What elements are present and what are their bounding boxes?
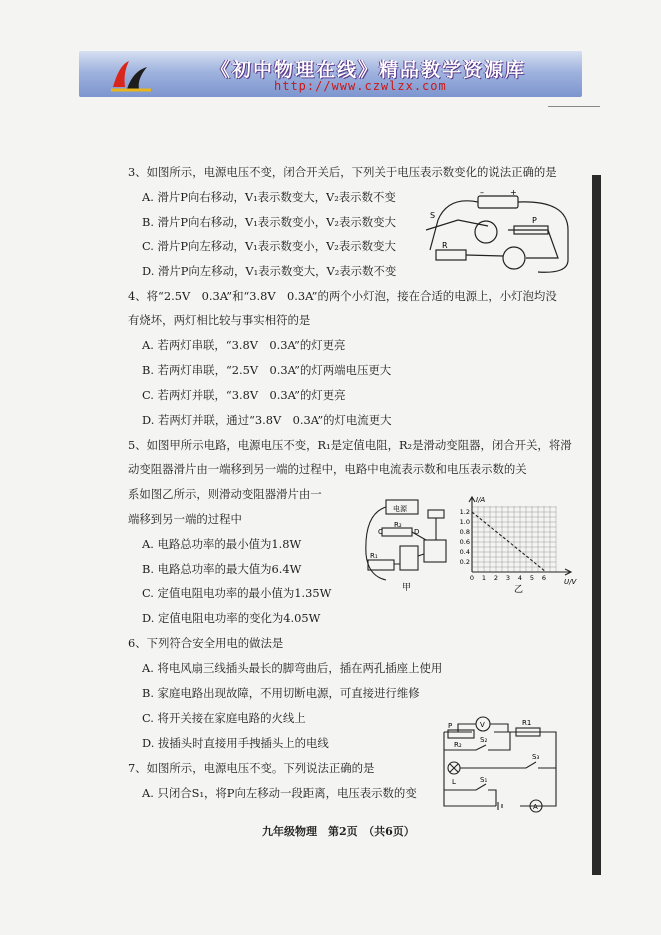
q7-fig-label-v: V <box>480 721 485 729</box>
q3-fig-label-r: R <box>442 241 448 250</box>
q5-jia-label-d: D <box>414 528 420 536</box>
q4-stem-line2: 有烧坏，两灯相比较与事实相符的是 <box>128 313 311 327</box>
q5-stem-line2: 动变阻器滑片由一端移到另一端的过程中，电路中电流表示数和电压表示数的关 <box>128 462 527 476</box>
q5-yi-yticks <box>460 508 470 566</box>
q5-yi-ytick: 0.4 <box>459 548 470 556</box>
q3-fig-label-plus: + <box>510 188 517 197</box>
q6-option-c: C. 将开关接在家庭电路的火线上 <box>142 711 306 725</box>
q5-yi-xtick: 2 <box>493 574 499 582</box>
site-logo-icon <box>107 57 155 93</box>
q5-graph-yi <box>458 494 588 594</box>
q5-yi-xlabel: U/V <box>564 578 577 586</box>
page-footer: 九年级物理 第2页 （共6页） <box>262 825 415 838</box>
q7-option-a: A. 只闭合S₁，将P向左移动一段距离，电压表示数的变 <box>142 786 417 800</box>
q4-option-b: B. 若两灯串联，“2.5V 0.3A”的灯两端电压更大 <box>142 363 392 377</box>
q7-fig-label-s1: S₁ <box>480 776 488 784</box>
q5-yi-xtick: 3 <box>505 574 511 582</box>
header-banner <box>79 51 582 97</box>
q5-jia-caption: 甲 <box>402 583 412 593</box>
q5-yi-caption: 乙 <box>514 585 524 595</box>
q4-option-c: C. 若两灯并联，“3.8V 0.3A”的灯更亮 <box>142 388 346 402</box>
q3-option-d: D. 滑片P向左移动，V₁表示数变大，V₂表示数不变 <box>142 264 397 278</box>
q5-yi-ytick: 0.2 <box>459 558 470 566</box>
q3-fig-label-s: S <box>430 211 436 220</box>
q5-stem-line3: 系如图乙所示，则滑动变阻器滑片由一 <box>128 487 322 501</box>
q4-stem-line1: 4、将“2.5V 0.3A”和“3.8V 0.3A”的两个小灯泡，接在合适的电源上，小灯泡均没 <box>128 289 557 303</box>
q5-yi-xtick: 0 <box>469 574 475 582</box>
q6-option-a: A. 将电风扇三线插头最长的脚弯曲后，插在两孔插座上使用 <box>142 661 443 675</box>
q5-jia-source-label: 电源 <box>393 505 407 513</box>
q5-yi-xtick: 5 <box>529 574 535 582</box>
q4-option-d: D. 若两灯并联，通过“3.8V 0.3A”的灯电流更大 <box>142 413 392 427</box>
q7-fig-label-p: P <box>448 722 453 730</box>
q7-fig-label-a: A <box>533 803 538 811</box>
q7-fig-label-r1: R1 <box>522 719 532 727</box>
q5-circuit-figure-jia <box>356 494 456 594</box>
q5-option-b: B. 电路总功率的最大值为6.4W <box>142 562 302 576</box>
q5-jia-label-r2: R₂ <box>394 521 402 529</box>
q5-yi-ytick: 0.8 <box>459 528 470 536</box>
q5-stem-line4: 端移到另一端的过程中 <box>128 512 242 526</box>
q7-fig-label-l: L <box>452 778 456 786</box>
q6-option-d: D. 拔插头时直接用手拽插头上的电线 <box>142 736 329 750</box>
q7-circuit-figure <box>436 712 562 812</box>
q5-yi-ytick: 0.6 <box>459 538 470 546</box>
q5-option-c: C. 定值电阻电功率的最小值为1.35W <box>142 586 332 600</box>
q5-yi-ylabel: I/A <box>476 496 486 504</box>
q5-option-a: A. 电路总功率的最小值为1.8W <box>142 537 302 551</box>
q5-jia-label-r1: R₁ <box>370 552 378 560</box>
q5-stem-line1: 5、如图甲所示电路，电源电压不变，R₁是定值电阻，R₂是滑动变阻器，闭合开关，将滑 <box>128 438 572 452</box>
q3-circuit-figure <box>418 190 578 280</box>
q7-fig-label-s2: S₂ <box>480 736 488 744</box>
q5-yi-ytick: 1.0 <box>459 518 470 526</box>
q6-option-b: B. 家庭电路出现故障，不用切断电源，可直接进行维修 <box>142 686 420 700</box>
q5-yi-xtick: 6 <box>541 574 547 582</box>
banner-url[interactable]: http://www.czwlzx.com <box>274 79 447 93</box>
q3-stem: 3、如图所示，电源电压不变，闭合开关后，下列关于电压表示数变化的说法正确的是 <box>128 165 557 179</box>
q3-fig-label-minus: – <box>480 188 484 197</box>
q5-option-d: D. 定值电阻电功率的变化为4.05W <box>142 611 321 625</box>
q5-yi-xticks <box>470 574 546 582</box>
q3-fig-label-p: P <box>532 216 537 225</box>
q4-option-a: A. 若两灯串联，“3.8V 0.3A”的灯更亮 <box>142 338 346 352</box>
q6-stem: 6、下列符合安全用电的做法是 <box>128 636 284 650</box>
scan-edge <box>592 175 601 875</box>
q7-fig-label-r2: R₂ <box>454 741 462 749</box>
q3-option-c: C. 滑片P向左移动，V₁表示数变小，V₂表示数变大 <box>142 239 396 253</box>
q3-option-a: A. 滑片P向右移动，V₁表示数变大，V₂表示数不变 <box>142 190 396 204</box>
q3-option-b: B. 滑片P向右移动，V₁表示数变小，V₂表示数变大 <box>142 215 396 229</box>
q5-yi-xtick: 4 <box>517 574 523 582</box>
banner-title: 《初中物理在线》精品教学资源库 <box>211 59 527 81</box>
q7-stem: 7、如图所示，电源电压不变。下列说法正确的是 <box>128 761 375 775</box>
q5-yi-ytick: 1.2 <box>459 508 470 516</box>
q5-yi-xtick: 1 <box>481 574 487 582</box>
divider <box>548 106 600 107</box>
q7-fig-label-s3: S₃ <box>532 753 540 761</box>
q5-jia-label-c: C <box>378 528 383 536</box>
